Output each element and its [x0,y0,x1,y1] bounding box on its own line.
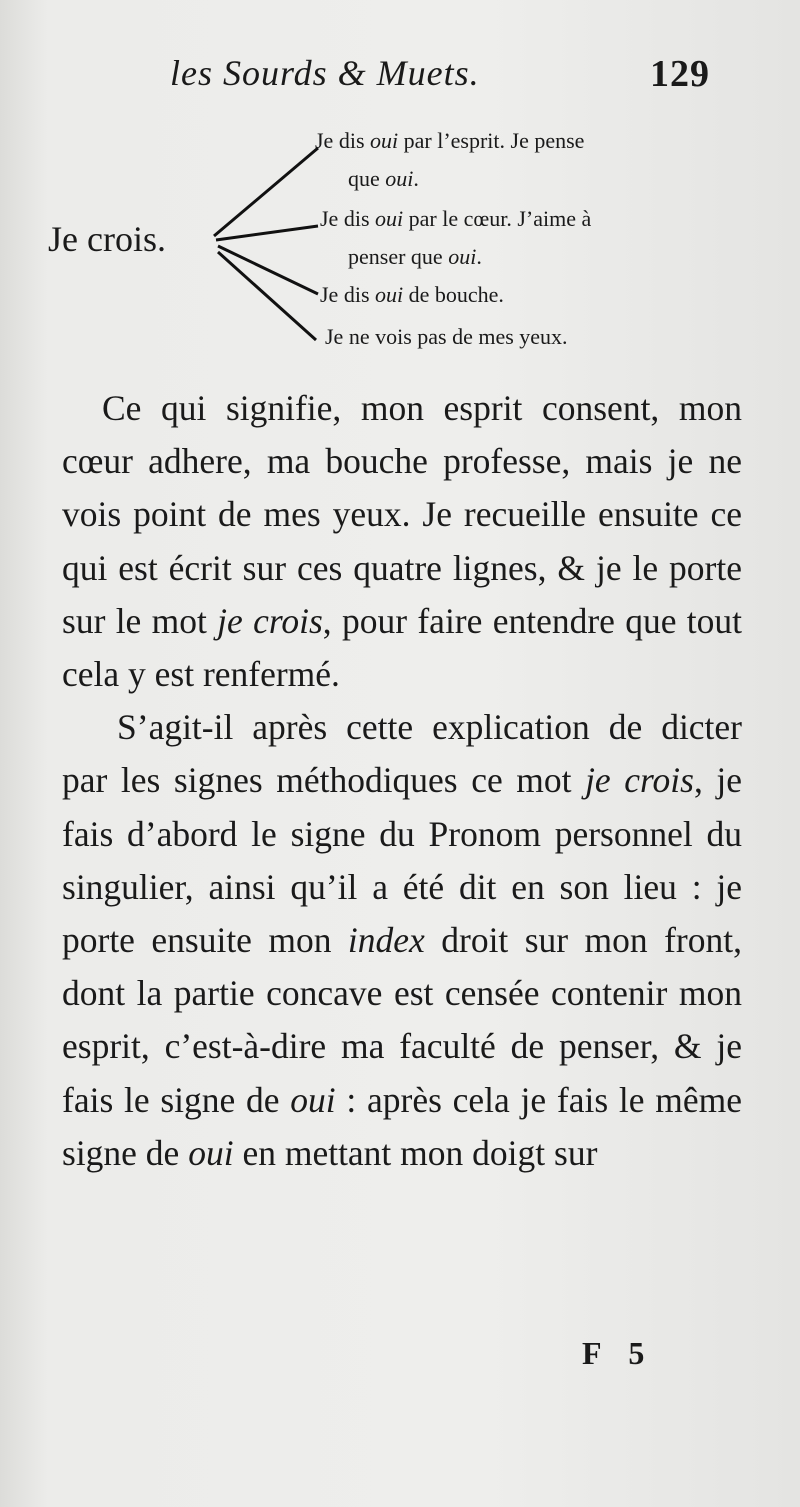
branch-3-line-1: Je dis oui de bouche. [320,282,504,307]
branch-line-3 [218,246,318,294]
branch-4-line-1: Je ne vois pas de mes yeux. [325,324,568,349]
page-header [170,52,710,102]
diagram-branch-lines [40,122,340,362]
running-title: les Sourds & Muets. [170,53,480,93]
branch-2-line-1: Je dis oui par le cœur. J’aime à [320,206,592,231]
branch-line-1 [214,148,318,236]
page-number: 129 [650,53,710,95]
branch-1-line-2: que oui. [348,166,419,191]
paragraph-1: Ce qui signifie, mon esprit consent, mon cœur adhere, ma bouche professe, mais je ne vois point de mes yeux. Je recueille ensuite ce qui est écrit sur ces quatre lignes, & je le porte sur le mot je crois, pour faire entendre que tout cela y est renfermé. [62,388,743,695]
je-crois-diagram [40,122,730,372]
signature-mark: F 5 [582,1335,655,1371]
branch-line-2 [216,226,318,240]
branch-1-line-1: Je dis oui par l’esprit. Je pense [315,128,585,153]
body-text [62,382,742,1180]
diagram-root-label: Je crois. [48,219,166,259]
branch-line-4 [218,252,316,340]
paragraph-2: S’agit-il après cette explication de dicter par les signes méthodiques ce mot je crois, je fais d’abord le signe du Pronom personnel du singulier, ainsi qu’il a été dit en son lieu : je porte ensuite mon index droit sur mon front, dont la partie concave est censée contenir mon esprit, c’est-à-dire ma faculté de penser, & je fais le signe de oui : après cela je fais le même signe de oui en mettant mon doigt sur [62,707,742,1173]
branch-2-line-2: penser que oui. [348,244,482,269]
